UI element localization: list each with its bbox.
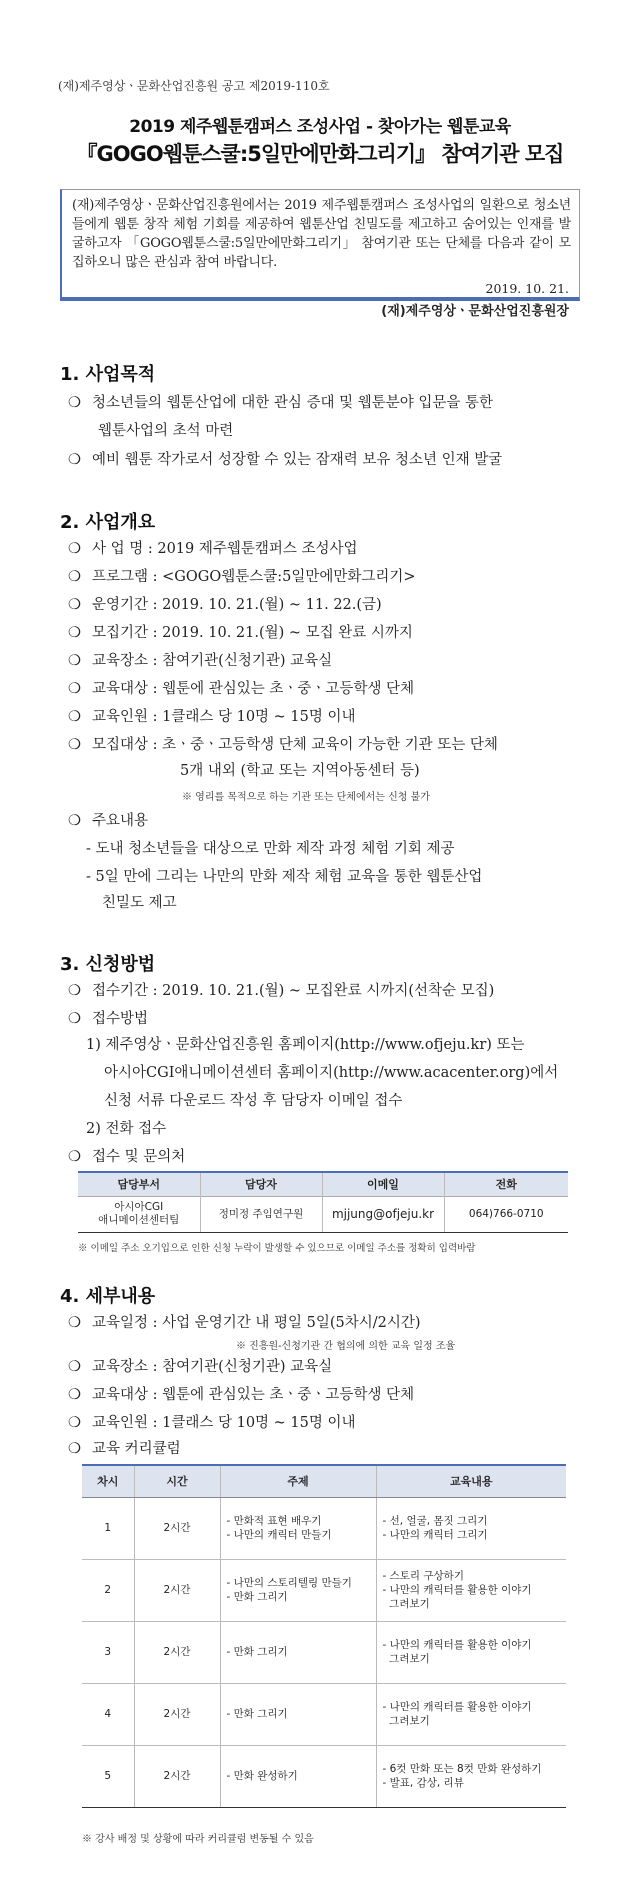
section-heading-details: 4. 세부내용 — [60, 1286, 156, 1307]
topic-line: - 만화 완성하기 — [226, 1770, 298, 1782]
bullet-icon: ❍ — [68, 813, 81, 829]
bullet-icon: ❍ — [68, 737, 81, 753]
topic-line: - 만화 그리기 — [226, 1708, 288, 1720]
bullet-icon: ❍ — [68, 1149, 81, 1165]
table-header-cell: 교육내용 — [376, 1465, 566, 1497]
content-line: 그려보기 — [382, 1598, 430, 1610]
bullet-icon: ❍ — [68, 569, 81, 585]
topic-line: - 만화 그리기 — [226, 1646, 288, 1658]
topic-line: - 만화 그리기 — [226, 1591, 288, 1603]
bullet-icon: ❍ — [68, 1359, 81, 1375]
list-item — [68, 1384, 588, 1406]
session-topic — [220, 1497, 376, 1559]
list-item-text: 예비 웹툰 작가로서 성장할 수 있는 잠재력 보유 청소년 인재 발굴 — [92, 452, 503, 468]
content-line: 그려보기 — [382, 1653, 430, 1665]
sub-item-continuation: 신청 서류 다운로드 작성 후 담당자 이메일 접수 — [104, 1093, 403, 1109]
list-item-text: 교육대상 : 웹툰에 관심있는 초ㆍ중ㆍ고등학생 단체 — [92, 1387, 415, 1403]
list-item-text: 주요내용 — [92, 813, 149, 829]
session-content — [376, 1559, 566, 1621]
table-header-row — [78, 1172, 568, 1196]
bullet-icon: ❍ — [68, 541, 81, 557]
list-item — [68, 810, 588, 832]
list-item — [68, 449, 588, 471]
content-line: - 나만의 캐릭터를 활용한 이야기 — [382, 1639, 532, 1651]
contact-phone: 064)766-0710 — [444, 1196, 568, 1232]
list-item — [68, 1356, 588, 1378]
list-item-text: 교육인원 : 1클래스 당 10명 ~ 15명 이내 — [92, 1415, 356, 1431]
list-item — [68, 980, 588, 1002]
bullet-icon: ❍ — [68, 452, 81, 468]
bullet-icon: ❍ — [68, 681, 81, 697]
topic-line: - 나만의 캐릭터 만들기 — [226, 1529, 332, 1541]
list-item — [68, 1008, 588, 1030]
sub-item: - 5일 만에 그리는 나만의 만화 제작 체험 교육을 통한 웹툰산업 — [86, 869, 483, 885]
list-item — [68, 734, 588, 756]
table-header-row — [82, 1465, 566, 1497]
contact-email[interactable]: mjjung@ofjeju.kr — [322, 1196, 444, 1232]
topic-line: - 나만의 스토리텔링 만들기 — [226, 1577, 352, 1589]
list-item — [68, 566, 588, 588]
bullet-icon: ❍ — [68, 1011, 81, 1027]
sub-item-continuation: 친밀도 제고 — [102, 895, 177, 911]
session-content — [376, 1745, 566, 1807]
list-item — [68, 706, 588, 728]
list-item — [68, 594, 588, 616]
bullet-icon: ❍ — [68, 709, 81, 725]
bullet-icon: ❍ — [68, 653, 81, 669]
list-item — [68, 622, 588, 644]
list-item-text: 모집대상 : 초ㆍ중ㆍ고등학생 단체 교육이 가능한 기관 또는 단체 — [92, 737, 498, 753]
list-item — [68, 650, 588, 672]
table-header-cell: 전화 — [444, 1172, 568, 1196]
content-line: - 선, 얼굴, 몸짓 그리기 — [382, 1515, 488, 1527]
note: ※ 영리를 목적으로 하는 기관 또는 단체에서는 신청 불가 — [182, 792, 430, 803]
list-item-continuation: 웹툰사업의 초석 마련 — [98, 423, 234, 439]
session-content — [376, 1621, 566, 1683]
content-line: - 스토리 구상하기 — [382, 1570, 464, 1582]
bullet-icon: ❍ — [68, 1415, 81, 1431]
section-heading-application: 3. 신청방법 — [60, 954, 156, 975]
table-header-cell: 주제 — [220, 1465, 376, 1497]
contact-dept-line: 애니메이션센터팀 — [98, 1214, 180, 1226]
table-row — [78, 1196, 568, 1232]
bullet-icon: ❍ — [68, 1387, 81, 1403]
session-time: 2시간 — [134, 1683, 220, 1745]
session-time: 2시간 — [134, 1559, 220, 1621]
session-topic — [220, 1683, 376, 1745]
list-item-text: 교육인원 : 1클래스 당 10명 ~ 15명 이내 — [92, 709, 356, 725]
section-heading-purpose: 1. 사업목적 — [60, 364, 156, 385]
notice-body: (재)제주영상ㆍ문화산업진흥원에서는 2019 제주웹툰캠퍼스 조성사업의 일환으로 청소년들에게 웹툰 창작 체험 기회를 제공하여 웹툰산업 친밀도를 제고하고 숨어있는 인재를 발굴하고자 「GOGO웹툰스쿨:5일만에만화그리기」 참여기관 또는 단체를 다음과 같이 모집하오니 많은 관심과 참여 바랍니다. — [72, 198, 571, 270]
session-no: 2 — [82, 1559, 134, 1621]
table-header-cell: 담당부서 — [78, 1172, 200, 1196]
list-item — [68, 1312, 588, 1334]
list-item-text: 프로그램 : <GOGO웹툰스쿨:5일만에만화그리기> — [92, 569, 416, 585]
issue-number: (재)제주영상ㆍ문화산업진흥원 공고 제2019-110호 — [58, 79, 330, 93]
list-item-text: 사 업 명 : 2019 제주웹툰캠퍼스 조성사업 — [92, 541, 358, 557]
session-time: 2시간 — [134, 1621, 220, 1683]
contact-note: ※ 이메일 주소 오기입으로 인한 신청 누락이 발생할 수 있으므로 이메일 주소를 정확히 입력바람 — [78, 1243, 476, 1254]
curriculum-note: ※ 강사 배정 및 상황에 따라 커리큘럼 변동될 수 있음 — [82, 1834, 314, 1845]
topic-line: - 만화적 표현 배우기 — [226, 1515, 322, 1527]
session-time: 2시간 — [134, 1745, 220, 1807]
content-line: - 나만의 캐릭터를 활용한 이야기 — [382, 1584, 532, 1596]
sub-item: 2) 전화 접수 — [86, 1121, 167, 1137]
list-item — [68, 1412, 588, 1434]
content-line: - 6컷 만화 또는 8컷 만화 완성하기 — [382, 1763, 542, 1775]
content-line: - 발표, 감상, 리뷰 — [382, 1777, 464, 1789]
list-item-continuation: 5개 내외 (학교 또는 지역아동센터 등) — [180, 763, 420, 779]
bullet-icon: ❍ — [68, 395, 81, 411]
note: ※ 진흥원-신청기관 간 협의에 의한 교육 일정 조율 — [236, 1341, 456, 1352]
session-topic — [220, 1621, 376, 1683]
list-item-text: 교육대상 : 웹툰에 관심있는 초ㆍ중ㆍ고등학생 단체 — [92, 681, 415, 697]
list-item-text: 교육 커리큘럼 — [92, 1441, 181, 1457]
list-item-text: 접수 및 문의처 — [92, 1149, 186, 1165]
session-time: 2시간 — [134, 1497, 220, 1559]
list-item-text: 운영기간 : 2019. 10. 21.(월) ~ 11. 22.(금) — [92, 597, 382, 613]
page-title-line2: 『GOGO웹툰스쿨:5일만에만화그리기』 참여기관 모집 — [76, 142, 564, 166]
list-item-text: 모집기간 : 2019. 10. 21.(월) ~ 모집 완료 시까지 — [92, 625, 413, 641]
list-item-text: 교육장소 : 참여기관(신청기관) 교육실 — [92, 653, 333, 669]
session-no: 4 — [82, 1683, 134, 1745]
bullet-icon: ❍ — [68, 597, 81, 613]
session-topic — [220, 1559, 376, 1621]
page-title-line1: 2019 제주웹툰캠퍼스 조성사업 - 찾아가는 웹툰교육 — [129, 117, 511, 137]
list-item — [68, 678, 588, 700]
list-item-text: 접수기간 : 2019. 10. 21.(월) ~ 모집완료 시까지(선착순 모집) — [92, 983, 495, 999]
contact-person: 정미정 주임연구원 — [200, 1196, 322, 1232]
curriculum-table — [82, 1464, 566, 1808]
table-row — [82, 1621, 566, 1683]
content-line: - 나만의 캐릭터를 활용한 이야기 — [382, 1701, 532, 1713]
session-no: 1 — [82, 1497, 134, 1559]
sub-item: - 도내 청소년들을 대상으로 만화 제작 과정 체험 기회 제공 — [86, 841, 455, 857]
bullet-icon: ❍ — [68, 625, 81, 641]
session-topic — [220, 1745, 376, 1807]
content-line: 그려보기 — [382, 1715, 430, 1727]
list-item — [68, 1438, 588, 1460]
table-row — [82, 1745, 566, 1807]
contact-dept — [78, 1196, 200, 1232]
table-header-cell: 이메일 — [322, 1172, 444, 1196]
list-item — [68, 538, 588, 560]
list-item-text: 청소년들의 웹툰산업에 대한 관심 증대 및 웹툰분야 입문을 통한 — [92, 395, 494, 411]
sub-item: 1) 제주영상ㆍ문화산업진흥원 홈페이지(http://www.ofjeju.kr) 또는 — [86, 1037, 525, 1053]
contact-table — [78, 1171, 568, 1233]
bullet-icon: ❍ — [68, 1315, 81, 1331]
notice-box — [60, 189, 580, 319]
section-heading-overview: 2. 사업개요 — [60, 512, 156, 533]
list-item-text: 교육일정 : 사업 운영기간 내 평일 5일(5차시/2시간) — [92, 1315, 421, 1331]
table-header-cell: 시간 — [134, 1465, 220, 1497]
session-content — [376, 1497, 566, 1559]
table-row — [82, 1683, 566, 1745]
notice-date: 2019. 10. 21. — [485, 281, 569, 296]
contact-dept-line: 아시아CGI — [114, 1201, 164, 1213]
sub-item-continuation: 아시아CGI애니메이션센터 홈페이지(http://www.acacenter.org)에서 — [104, 1065, 559, 1081]
session-no: 3 — [82, 1621, 134, 1683]
session-content — [376, 1683, 566, 1745]
list-item — [68, 1146, 588, 1168]
table-header-cell: 담당자 — [200, 1172, 322, 1196]
list-item — [68, 392, 588, 414]
list-item-text: 교육장소 : 참여기관(신청기관) 교육실 — [92, 1359, 333, 1375]
content-line: - 나만의 캐릭터 그리기 — [382, 1529, 488, 1541]
bullet-icon: ❍ — [68, 1441, 81, 1457]
notice-signature: (재)제주영상ㆍ문화산업진흥원장 — [381, 304, 569, 319]
table-header-cell: 차시 — [82, 1465, 134, 1497]
list-item-text: 접수방법 — [92, 1011, 149, 1027]
table-row — [82, 1559, 566, 1621]
table-row — [82, 1497, 566, 1559]
bullet-icon: ❍ — [68, 983, 81, 999]
session-no: 5 — [82, 1745, 134, 1807]
